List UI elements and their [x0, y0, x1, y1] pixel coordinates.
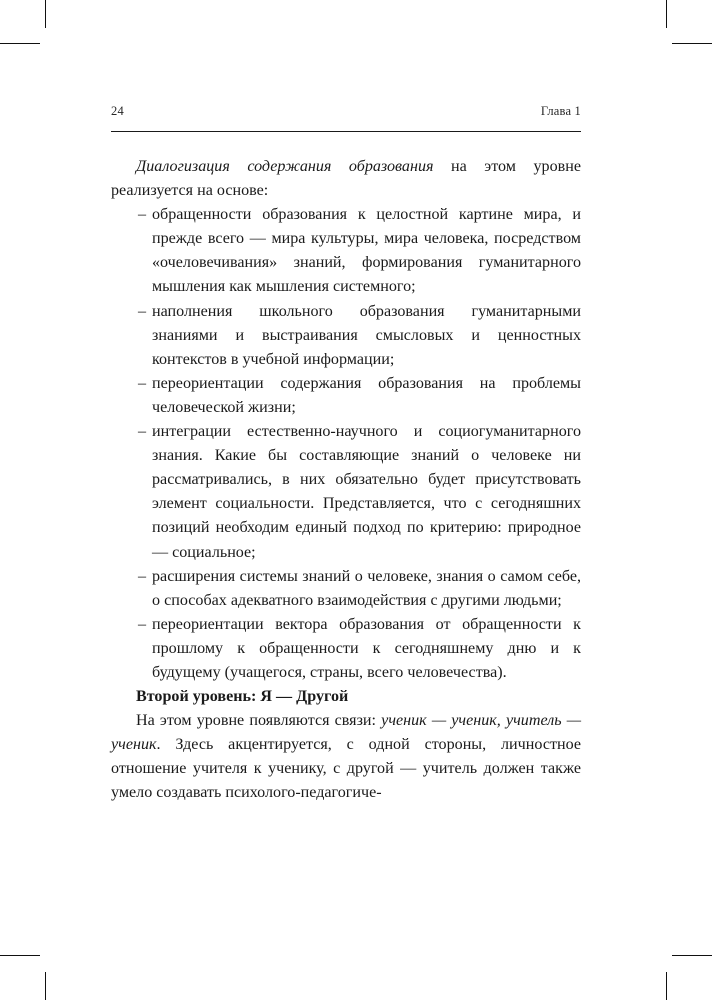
list-item-text: переориентации вектора образования от обращенности к прошлому к обращенности к сегодняшнему дню и к будущему (учащегося, страны, всего человечества).: [152, 615, 581, 681]
closing-paragraph-part1: На этом уровне появляются связи:: [136, 712, 382, 730]
list-item: [111, 300, 581, 372]
list-item: [111, 420, 581, 565]
crop-mark-bottom-left-vertical: [45, 972, 46, 1000]
crop-mark-bottom-right-vertical: [666, 972, 667, 1000]
bullet-dash-icon: –: [138, 374, 147, 392]
lead-paragraph: [111, 155, 581, 203]
list-item: [111, 613, 581, 685]
crop-mark-top-right-vertical: [666, 0, 667, 28]
crop-mark-bottom-right-horizontal: [672, 955, 712, 956]
list-item-text: интеграции естественно-научного и социогуманитарного знания. Какие бы составляющие знаний о человеке ни рассматривались, в них обязательно будет присутствовать элемент социальности. Представляется, что с сегодняшних позиций необходим единый подход по критерию: природное — социальное;: [152, 423, 581, 561]
running-head: [111, 104, 581, 124]
crop-mark-top-left-horizontal: [0, 43, 40, 44]
page-content: [111, 104, 581, 806]
bullet-dash-icon: –: [138, 302, 147, 320]
bullet-dash-icon: –: [138, 567, 147, 585]
list-item: [111, 203, 581, 299]
crop-mark-top-right-horizontal: [672, 43, 712, 44]
bullet-dash-icon: –: [138, 615, 147, 633]
closing-paragraph-part2: . Здесь акцентируется, с одной стороны, личностное отношение учителя к ученику, с другой — учитель должен также умело создавать психолого-педагогиче-: [111, 736, 581, 802]
lead-paragraph-rest: на этом уровне реализуется на основе:: [111, 158, 581, 200]
closing-paragraph-italic: ученик — ученик, учитель — ученик: [111, 712, 582, 754]
page-number: 24: [111, 104, 124, 118]
crop-mark-bottom-left-horizontal: [0, 955, 40, 956]
list-item-text: наполнения школьного образования гуманитарными знаниями и выстраивания смысловых и ценностных контекстов в учебной информации;: [152, 302, 581, 368]
bullet-list: [111, 203, 581, 685]
section-heading: Второй уровень: Я — Другой: [136, 688, 349, 706]
body-text: [111, 155, 581, 806]
list-item-text: расширения системы знаний о человеке, знания о самом себе, о способах адекватного взаимодействия с другими людьми;: [152, 567, 581, 609]
list-item: [111, 565, 581, 613]
bullet-dash-icon: –: [138, 423, 147, 441]
list-item: [111, 372, 581, 420]
chapter-title: Глава 1: [540, 104, 581, 118]
list-item-text: обращенности образования к целостной картине мира, и прежде всего — мира культуры, мира человека, посредством «очеловечивания» знаний, формирования гуманитарного мышления как мышления системного;: [152, 206, 581, 296]
lead-paragraph-italic: Диалогизация содержания образования: [136, 158, 434, 175]
list-item-text: переориентации содержания образования на проблемы человеческой жизни;: [152, 374, 581, 416]
crop-mark-top-left-vertical: [45, 0, 46, 28]
closing-paragraph: [111, 709, 581, 805]
bullet-dash-icon: –: [138, 206, 147, 224]
